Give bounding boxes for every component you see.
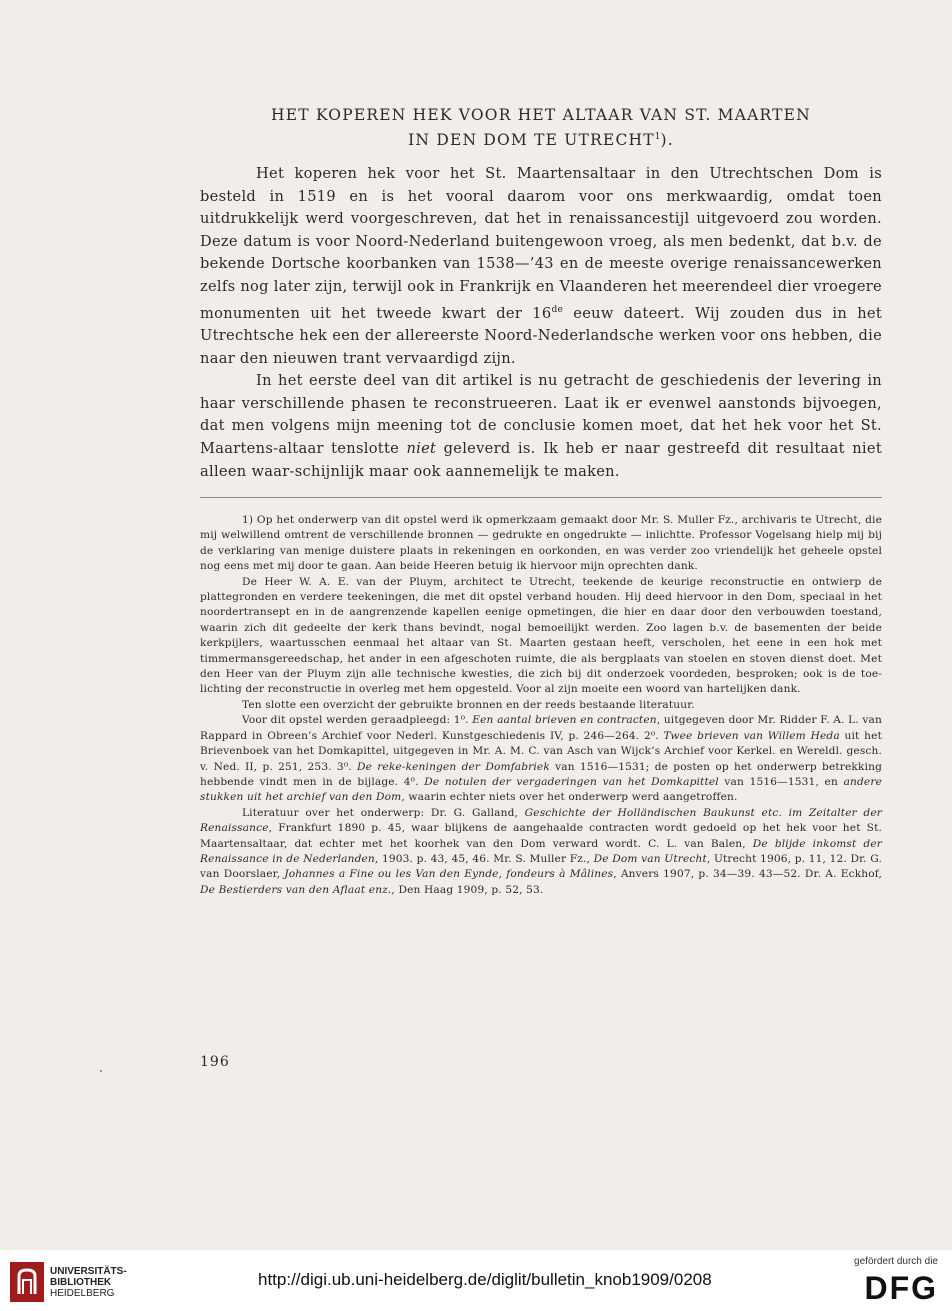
footnote-2: De Heer W. A. E. van der Pluym, architect te Utrecht, teekende de keurige reconstructie en ontwierp de plattegronden en verdere teekeningen, die met dit opstel verband houden. Hij deed hiervoor in den Dom, speciaal in het noordertransept en in de aangrenzende kapellen eenige opmetingen, die hier en daar door den verbouwden toestand, waarin zich dit gedeelte der kerk thans bevindt, nogal bemoeilijkt werden. Zoo lagen b.v. de basementen der beide kerkpijlers, waartusschen eenmaal het altaar van St. Maarten gestaan heeft, verscholen, het eene in een hok met timmermansgereedschap, het ander in een afgeschoten ruimte, die als bergplaats van stoelen en stoven dienst doet. Met den Heer van der Pluym zijn alle technische kwesties, die zich bij dit onderzoek voordeden, besproken; ook is de toe-lichting der reconstructie in overleg met hem opgesteld. Voor al zijn moeite een woord van hartelijken dank.	[200, 575, 882, 696]
title-line-1: HET KOPEREN HEK VOOR HET ALTAAR VAN ST. MAARTEN	[271, 106, 811, 124]
library-logo[interactable]	[10, 1262, 127, 1302]
footnote-1: 1) Op het onderwerp van dit opstel werd ik opmerkzaam gemaakt door Mr. S. Muller Fz., archivaris te Utrecht, die mij welwillend omtrent de verschillende bronnen — gedrukte en ongedrukte — inlichtte. Professor Vogelsang hielp mij bij de verklaring van menige duistere plaats in rekeningen en oorkonden, en was verder zoo vriendelijk het geheele opstel nog eens met mij door te gaan. Aan beide Heeren betuig ik hiervoor mijn oprechten dank.	[200, 514, 882, 573]
dfg-wordmark: DFG	[864, 1270, 938, 1306]
footnote-sources: Voor dit opstel werden geraadpleegd: 1⁰. Een aantal brieven en contracten, uitgegeven door Mr. Ridder F. A. L. van Rappard in Obreen’s Archief voor Nederl. Kunstgeschiedenis IV, p. 246—264. 2⁰. Twee brieven van Willem Heda uit het Brievenboek van het Domkapittel, uitgegeven in Mr. A. M. C. van Asch van Wijck’s Archief voor Kerkel. en Wereldl. gesch. v. Ned. II, p. 251, 253. 3⁰. De reke-keningen der Domfabriek van 1516—1531; de posten op het onderwerp betrekking hebbende vindt men in de bijlage. 4⁰. De notulen der vergaderingen van het Domkapittel van 1516—1531, en andere stukken uit het archief van den Dom, waarin echter niets over het onderwerp werd aangetroffen.	[200, 714, 883, 804]
article-body	[200, 163, 882, 483]
footnote-literature: Literatuur over het onderwerp: Dr. G. Galland, Geschichte der Holländischen Baukunst etc. im Zeitalter der Renaissance, Frankfurt 1890 p. 45, waar blijkens de aangehaalde contracten wordt gedoeld op het hek voor het St. Maartensaltaar, dat echter met het koorhek van den Dom verward wordt. C. L. van Balen, De blijde inkomst der Renaissance in de Nederlanden, 1903. p. 43, 45, 46. Mr. S. Muller Fz., De Dom van Utrecht, Utrecht 1906, p. 11, 12. Dr. G. van Doorslaer, Johannes a Fine ou les Van den Eynde, fondeurs à Mâlines, Anvers 1907, p. 34—39. 43—52. Dr. A. Eckhof, De Bestierders van den Aflaat enz., Den Haag 1909, p. 52, 53.	[200, 806, 883, 896]
funded-by-label: gefördert durch die	[854, 1256, 938, 1267]
permalink-url[interactable]: http://digi.ub.uni-heidelberg.de/diglit/bulletin_knob1909/0208	[258, 1270, 712, 1289]
title-footnote-mark: 1	[654, 132, 661, 142]
article-title	[200, 104, 882, 151]
paragraph-2: In het eerste deel van dit artikel is nu getracht de geschiedenis der levering in haar verschillende phasen te reconstrueeren. Laat ik er evenwel aanstonds bijvoegen, dat men volgens mijn meening tot de conclusie komen moet, dat het hek voor het St. Maartens-altaar tenslotte niet geleverd is. Ik heb er naar gestreefd dit resultaat niet alleen waar-schijnlijk maar ook aannemelijk te maken.	[200, 372, 882, 480]
library-name: UNIVERSITÄTS- BIBLIOTHEK HEIDELBERG	[50, 1265, 127, 1299]
footnotes	[200, 513, 882, 898]
viewer-footer	[0, 1250, 952, 1311]
margin-mark	[100, 1070, 102, 1072]
page-number: 196	[200, 1054, 230, 1070]
footnote-3: Ten slotte een overzicht der gebruikte bronnen en der reeds bestaande literatuur.	[242, 698, 695, 711]
paragraph-1: Het koperen hek voor het St. Maartensaltaar in den Utrechtschen Dom is besteld in 1519 en is het vooral daarom voor ons merkwaardig, omdat toen uitdrukkelijk werd voorgeschreven, dat het in renaissancestijl uitgevoerd zou worden. Deze datum is voor Noord-Nederland buitengewoon vroeg, als men bedenkt, dat b.v. de bekende Dortsche koorbanken van 1538—’43 en de meeste overige renaissancewerken zelfs nog later zijn, terwijl ook in Frankrijk en Vlaanderen het meerendeel dier vroegere monumenten uit het tweede kwart der 16de eeuw dateert. Wij zouden dus in het Utrechtsche hek een der allereerste Noord-Nederlandsche werken voor ons hebben, die naar den nieuwen trant vervaardigd zijn.	[200, 165, 882, 367]
dfg-logo[interactable]	[854, 1256, 938, 1305]
title-line-2: IN DEN DOM TE UTRECHT$^1$).	[408, 131, 674, 150]
library-crest-icon	[10, 1262, 44, 1302]
footnote-divider	[200, 497, 882, 498]
